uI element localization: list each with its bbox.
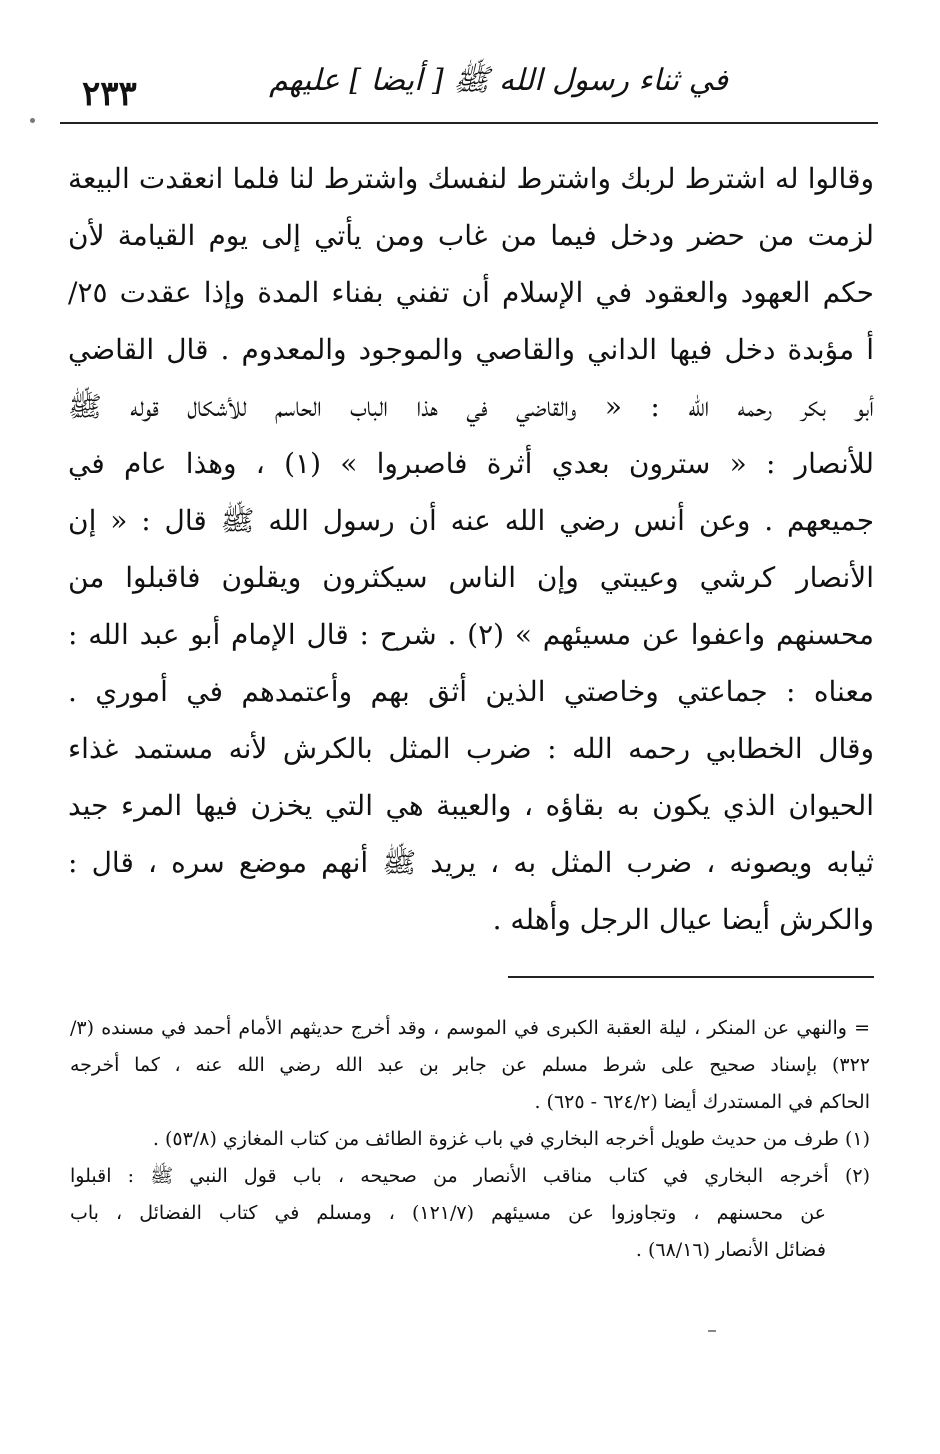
footnote-continuation-line: الحاكم في المستدرك أيضا (٦٢٤/٢ - ٦٢٥) . [534, 1091, 870, 1113]
header-rule [60, 122, 878, 124]
text-line: محسنهم واعفوا عن مسيئهم » (٢) . شرح : قال الإمام أبو عبد الله : [68, 618, 874, 651]
text-line: للأنصار : « سترون بعدي أثرة فاصبروا » (١) ، وهذا عام في [68, 447, 874, 480]
text-line: ثيابه ويصونه ، ضرب المثل به ، يريد ﷺ أنهم موضع سره ، قال : [68, 846, 874, 879]
footnote-1: (١) طرف من حديث طويل أخرجه البخاري في باب غزوة الطائف من كتاب المغازي (٥٣/٨) . [152, 1128, 870, 1150]
text-line: وقالوا له اشترط لربك واشترط لنفسك واشترط لنا فلما انعقدت البيعة [68, 162, 874, 195]
text-line: جميعهم . وعن أنس رضي الله عنه أن رسول الله ﷺ قال : « إن [68, 504, 874, 537]
page-mark [708, 1330, 716, 1332]
text-line: وقال الخطابي رحمه الله : ضرب المثل بالكرش لأنه مستمد غذاء [68, 732, 874, 765]
footnote-separator [508, 976, 874, 978]
footnote-2-line: عن محسنهم ، وتجاوزوا عن مسيئهم (١٢١/٧) ، ومسلم في كتاب الفضائل ، باب [70, 1202, 826, 1224]
footnote-2-line: (٢) أخرجه البخاري في كتاب مناقب الأنصار من صحيحه ، باب قول النبي ﷺ : اقبلوا [70, 1165, 870, 1187]
text-line: لزمت من حضر ودخل فيما من غاب ومن يأتي إلى يوم القيامة لأن [68, 219, 874, 252]
footnote-continuation-line: = والنهي عن المنكر ، ليلة العقبة الكبرى في الموسم ، وقد أخرج حديثهم الأمام أحمد في مسنده (٣/ [70, 1017, 870, 1039]
margin-mark [30, 118, 35, 123]
text-line: الأنصار كرشي وعيبتي وإن الناس سيكثرون ويقلون فاقبلوا من [68, 561, 874, 594]
text-line: معناه : جماعتي وخاصتي الذين أثق بهم وأعتمدهم في أموري . [68, 675, 874, 708]
text-line: أبو بكر رحمه الله : « والقاضي في هذا الباب الحاسم للأشكال قوله ﷺ [68, 390, 874, 423]
footnote-continuation-line: ٣٢٢) بإسناد صحيح على شرط مسلم عن جابر بن عبد الله رضي الله عنه ، كما أخرجه [70, 1054, 870, 1076]
running-header [60, 58, 878, 120]
page-number: ٢٣٣ [82, 74, 137, 114]
main-text [68, 150, 874, 948]
footnotes [70, 1010, 870, 1269]
text-line: أ مؤبدة دخل فيها الداني والقاصي والموجود والمعدوم . قال القاضي [68, 333, 874, 366]
text-line: الحيوان الذي يكون به بقاؤه ، والعيبة هي التي يخزن فيها المرء جيد [68, 789, 874, 822]
text-line: والكرش أيضا عيال الرجل وأهله . [492, 903, 874, 936]
footnote-2-line: فضائل الأنصار (٦٨/١٦) . [635, 1239, 826, 1261]
text-line: حكم العهود والعقود في الإسلام أن تفني بفناء المدة وإذا عقدت ٢٥/ [68, 276, 874, 309]
header-title: في ثناء رسول الله ﷺ [ أيضا ] عليهم [269, 63, 728, 98]
